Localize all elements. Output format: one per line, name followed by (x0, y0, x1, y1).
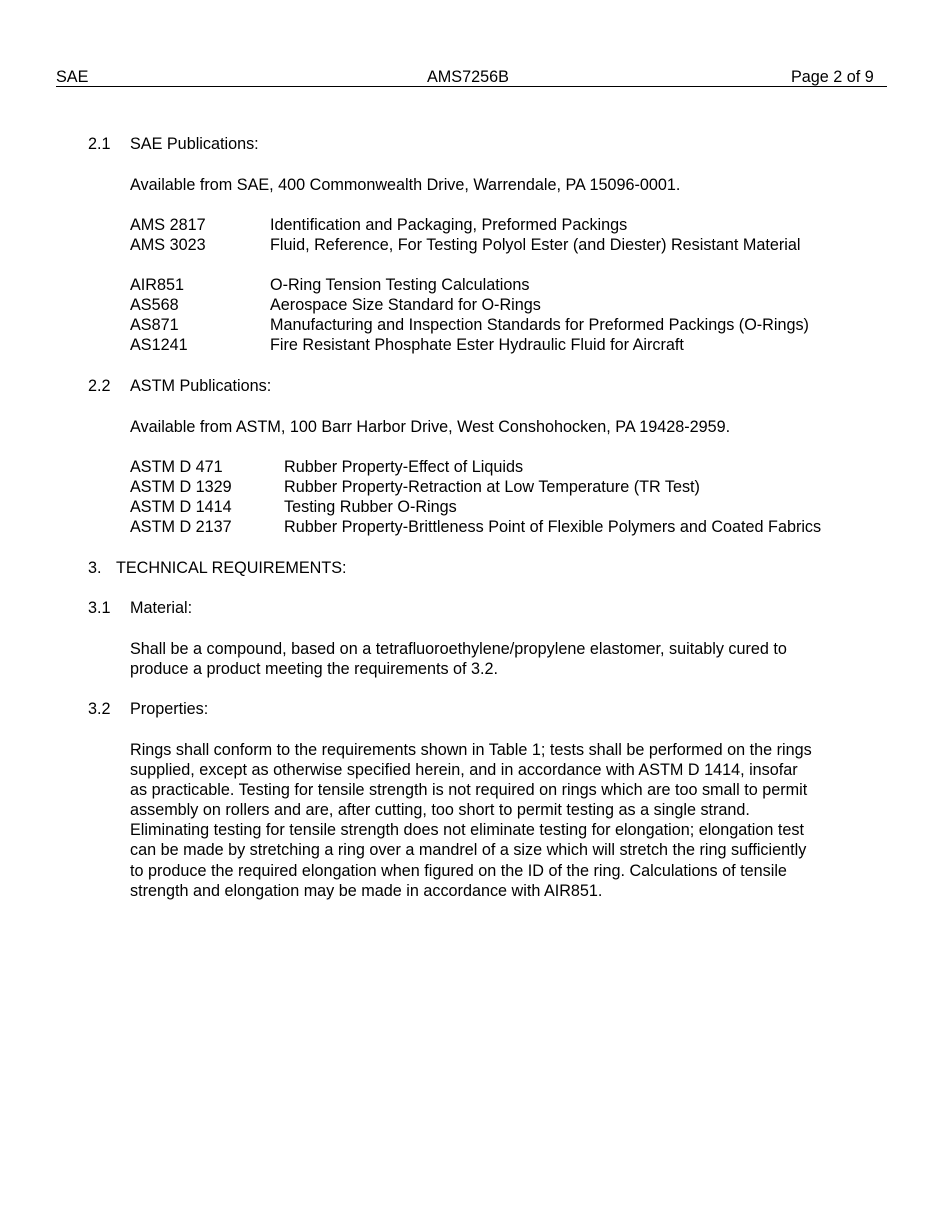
section-2-1-number: 2.1 (88, 135, 111, 153)
reference-code: ASTM D 1414 (130, 498, 232, 516)
reference-code: AIR851 (130, 276, 184, 294)
section-3-title: TECHNICAL REQUIREMENTS: (116, 559, 347, 577)
paragraph-line: Eliminating testing for tensile strength does not eliminate testing for elongation; elongation test (130, 821, 804, 840)
paragraph-line: assembly on rollers and are, after cutting, too short to permit testing as a single strand. (130, 801, 750, 820)
reference-title: Identification and Packaging, Preformed Packings (270, 216, 628, 234)
section-3-1-number: 3.1 (88, 599, 111, 617)
reference-code: AS1241 (130, 336, 188, 354)
paragraph-line: strength and elongation may be made in accordance with AIR851. (130, 881, 603, 900)
header-page-number: Page 2 of 9 (791, 68, 874, 86)
header-rule (56, 86, 887, 87)
reference-code: AMS 3023 (130, 236, 206, 254)
paragraph-line: produce a product meeting the requirements of 3.2. (130, 660, 499, 679)
section-3-2-number: 3.2 (88, 700, 111, 718)
reference-title: Fluid, Reference, For Testing Polyol Ester (and Diester) Resistant Material (270, 236, 801, 254)
reference-title: O-Ring Tension Testing Calculations (270, 276, 530, 294)
section-3-1-body (130, 639, 860, 679)
reference-title: Rubber Property-Brittleness Point of Flexible Polymers and Coated Fabrics (284, 518, 822, 536)
reference-title: Testing Rubber O-Rings (284, 498, 457, 516)
section-3-number: 3. (88, 559, 102, 577)
reference-code: AS568 (130, 296, 179, 314)
paragraph-line: as practicable. Testing for tensile strength is not required on rings which are too small to permit (130, 781, 808, 800)
reference-code: AS871 (130, 316, 179, 334)
reference-title: Manufacturing and Inspection Standards for Preformed Packings (O-Rings) (270, 316, 809, 334)
reference-code: ASTM D 471 (130, 458, 223, 476)
header-org: SAE (56, 68, 89, 86)
section-3-1-title: Material: (130, 599, 193, 617)
section-2-1-availability: Available from SAE, 400 Commonwealth Drive, Warrendale, PA 15096-0001. (130, 176, 681, 194)
reference-code: ASTM D 2137 (130, 518, 232, 536)
reference-title: Aerospace Size Standard for O-Rings (270, 296, 541, 314)
paragraph-line: Shall be a compound, based on a tetrafluoroethylene/propylene elastomer, suitably cured to (130, 640, 787, 658)
paragraph-line: Rings shall conform to the requirements shown in Table 1; tests shall be performed on the rings (130, 741, 812, 759)
section-2-2-availability: Available from ASTM, 100 Barr Harbor Drive, West Conshohocken, PA 19428-2959. (130, 418, 731, 436)
section-2-2-number: 2.2 (88, 377, 111, 395)
reference-title: Rubber Property-Retraction at Low Temperature (TR Test) (284, 478, 700, 496)
section-3-2-body (130, 740, 860, 901)
reference-code: ASTM D 1329 (130, 478, 232, 496)
reference-title: Rubber Property-Effect of Liquids (284, 458, 524, 476)
reference-code: AMS 2817 (130, 216, 206, 234)
reference-title: Fire Resistant Phosphate Ester Hydraulic Fluid for Aircraft (270, 336, 684, 354)
paragraph-line: supplied, except as otherwise specified herein, and in accordance with ASTM D 1414, insofar (130, 761, 798, 780)
header-doc-number: AMS7256B (427, 68, 509, 86)
paragraph-line: to produce the required elongation when figured on the ID of the ring. Calculations of tensile (130, 861, 787, 880)
section-3-2-title: Properties: (130, 700, 209, 718)
section-2-2-title: ASTM Publications: (130, 377, 272, 395)
paragraph-line: can be made by stretching a ring over a mandrel of a size which will stretch the ring sufficiently (130, 841, 807, 860)
section-2-1-title: SAE Publications: (130, 135, 259, 153)
